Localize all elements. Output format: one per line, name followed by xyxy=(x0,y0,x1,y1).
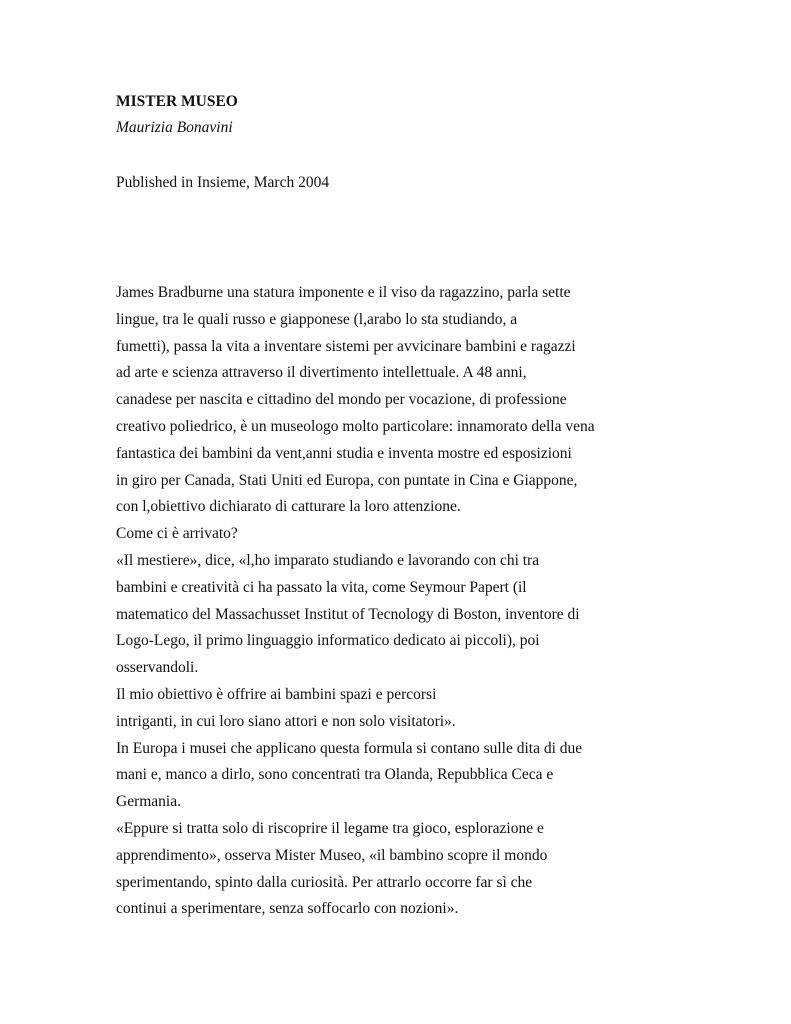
text-line: sperimentando, spinto dalla curiosità. Per attrarlo occorre far sì che xyxy=(116,873,533,891)
text-line: «Eppure si tratta solo di riscoprire il legame tra gioco, esplorazione e xyxy=(116,819,544,837)
text-line: creativo poliedrico, è un museologo molto particolare: innamorato della vena xyxy=(116,417,595,435)
text-line: Come ci è arrivato? xyxy=(116,525,238,543)
text-line: Germania. xyxy=(116,793,181,811)
text-line: con l,obiettivo dichiarato di catturare la loro attenzione. xyxy=(116,498,461,516)
article-author: Maurizia Bonavini xyxy=(116,119,233,136)
text-line: mani e, manco a dirlo, sono concentrati tra Olanda, Repubblica Ceca e xyxy=(116,766,554,784)
text-line: fumetti), passa la vita a inventare sistemi per avvicinare bambini e ragazzi xyxy=(116,337,576,355)
text-line: in giro per Canada, Stati Uniti ed Europa, con puntate in Cina e Giappone, xyxy=(116,471,578,489)
article-body xyxy=(116,280,636,923)
text-line: intriganti, in cui loro siano attori e non solo visitatori». xyxy=(116,712,456,730)
text-line: Il mio obiettivo è offrire ai bambini spazi e percorsi xyxy=(116,685,437,703)
article-title: MISTER MUSEO xyxy=(116,93,238,110)
text-line: apprendimento», osserva Mister Museo, «il bambino scopre il mondo xyxy=(116,846,548,864)
text-line: In Europa i musei che applicano questa formula si contano sulle dita di due xyxy=(116,739,583,757)
text-line: osservandoli. xyxy=(116,659,199,677)
text-line: James Bradburne una statura imponente e il viso da ragazzino, parla sette xyxy=(116,284,571,301)
text-line: fantastica dei bambini da vent,anni studia e inventa mostre ed esposizioni xyxy=(116,444,572,462)
text-line: Logo-Lego, il primo linguaggio informatico dedicato ai piccoli), poi xyxy=(116,632,540,650)
publication-info: Published in Insieme, March 2004 xyxy=(116,174,330,191)
text-line: canadese per nascita e cittadino del mondo per vocazione, di professione xyxy=(116,391,567,409)
text-line: ad arte e scienza attraverso il divertimento intellettuale. A 48 anni, xyxy=(116,364,527,382)
text-line: continui a sperimentare, senza soffocarlo con nozioni». xyxy=(116,900,459,918)
text-line: bambini e creatività ci ha passato la vita, come Seymour Papert (il xyxy=(116,578,527,596)
text-line: «Il mestiere», dice, «l,ho imparato studiando e lavorando con chi tra xyxy=(116,551,540,569)
text-line: matematico del Massachusset Institut of Tecnology di Boston, inventore di xyxy=(116,605,580,623)
text-line: lingue, tra le quali russo e giapponese (l,arabo lo sta studiando, a xyxy=(116,310,518,328)
